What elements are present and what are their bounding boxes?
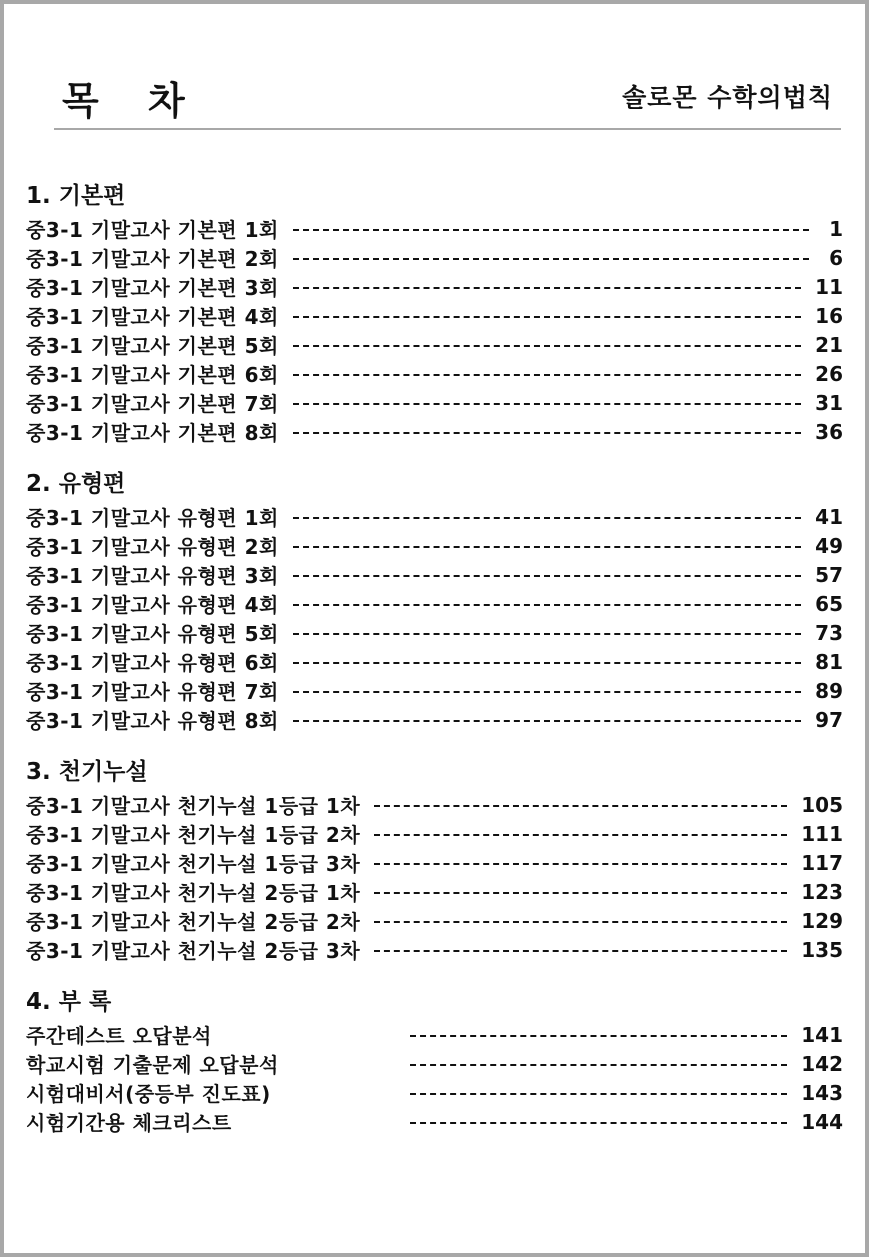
entry-page-number: 105 (801, 792, 843, 817)
entry-page-number: 6 (829, 245, 843, 270)
dot-leader (410, 1093, 787, 1095)
entry-label: 중3-1 기말고사 유형편 2회 (26, 535, 279, 559)
entry-label: 중3-1 기말고사 기본편 6회 (26, 363, 279, 387)
entry-page-number: 31 (815, 390, 843, 415)
toc-entry[interactable] (26, 1049, 843, 1078)
dot-leader (293, 517, 801, 519)
toc-entry[interactable] (26, 906, 843, 935)
entry-page-number: 65 (815, 591, 843, 616)
entry-label: 중3-1 기말고사 천기누설 2등급 1차 (26, 881, 361, 905)
entry-page-number: 144 (801, 1109, 843, 1134)
entry-label: 중3-1 기말고사 유형편 1회 (26, 506, 279, 530)
brand-name: 솔로몬 수학의법칙 (622, 83, 833, 112)
dot-leader (293, 432, 801, 434)
entry-label: 중3-1 기말고사 기본편 2회 (26, 247, 279, 271)
toc-entry[interactable] (26, 647, 843, 676)
dot-leader (410, 1122, 787, 1124)
toc-entry[interactable] (26, 1020, 843, 1049)
dot-leader (293, 316, 801, 318)
toc-entry[interactable] (26, 848, 843, 877)
dot-leader (410, 1064, 787, 1066)
entry-page-number: 11 (815, 274, 843, 299)
toc-entry[interactable] (26, 359, 843, 388)
entry-page-number: 143 (801, 1080, 843, 1105)
dot-leader (293, 633, 801, 635)
entry-page-number: 123 (801, 879, 843, 904)
entry-label: 중3-1 기말고사 천기누설 1등급 3차 (26, 852, 361, 876)
toc-section (26, 466, 843, 734)
dot-leader (374, 950, 787, 952)
dot-leader (293, 575, 801, 577)
dot-leader (374, 834, 787, 836)
entry-label: 학교시험 기출문제 오답분석 (26, 1053, 279, 1077)
toc-entry[interactable] (26, 272, 843, 301)
dot-leader (293, 374, 801, 376)
dot-leader (293, 691, 801, 693)
toc-entry[interactable] (26, 531, 843, 560)
entry-page-number: 117 (801, 850, 843, 875)
dot-leader (293, 662, 801, 664)
entry-page-number: 41 (815, 504, 843, 529)
toc-entry[interactable] (26, 214, 843, 243)
toc-entry[interactable] (26, 877, 843, 906)
dot-leader (293, 720, 801, 722)
entry-label: 중3-1 기말고사 기본편 7회 (26, 392, 279, 416)
dot-leader (293, 403, 801, 405)
entry-label: 중3-1 기말고사 천기누설 1등급 2차 (26, 823, 361, 847)
section-title: 1. 기본편 (26, 183, 126, 209)
entry-page-number: 21 (815, 332, 843, 357)
entry-page-number: 135 (801, 937, 843, 962)
entry-page-number: 111 (801, 821, 843, 846)
entry-label: 중3-1 기말고사 천기누설 2등급 3차 (26, 939, 361, 963)
toc-entry[interactable] (26, 790, 843, 819)
entry-page-number: 129 (801, 908, 843, 933)
dot-leader (374, 921, 787, 923)
toc-entry[interactable] (26, 301, 843, 330)
entry-label: 중3-1 기말고사 기본편 4회 (26, 305, 279, 329)
toc-entry[interactable] (26, 1078, 843, 1107)
dot-leader (374, 863, 787, 865)
dot-leader (374, 892, 787, 894)
toc-section (26, 178, 843, 446)
toc-entry[interactable] (26, 618, 843, 647)
dot-leader (293, 287, 801, 289)
entry-page-number: 97 (815, 707, 843, 732)
toc-entry[interactable] (26, 935, 843, 964)
entry-page-number: 89 (815, 678, 843, 703)
dot-leader (293, 258, 809, 260)
entry-label: 시험기간용 체크리스트 (26, 1111, 232, 1135)
entry-label: 중3-1 기말고사 천기누설 2등급 2차 (26, 910, 361, 934)
entry-page-number: 73 (815, 620, 843, 645)
entry-page-number: 36 (815, 419, 843, 444)
entry-label: 주간테스트 오답분석 (26, 1024, 212, 1048)
dot-leader (293, 546, 801, 548)
entry-label: 중3-1 기말고사 유형편 3회 (26, 564, 279, 588)
entry-page-number: 141 (801, 1022, 843, 1047)
entry-page-number: 16 (815, 303, 843, 328)
toc-section (26, 984, 843, 1136)
entry-label: 중3-1 기말고사 유형편 5회 (26, 622, 279, 646)
toc-entry[interactable] (26, 589, 843, 618)
toc-entry[interactable] (26, 243, 843, 272)
dot-leader (293, 229, 809, 231)
toc-entry[interactable] (26, 388, 843, 417)
entry-label: 중3-1 기말고사 유형편 4회 (26, 593, 279, 617)
section-title: 2. 유형편 (26, 471, 126, 497)
toc-section (26, 754, 843, 964)
dot-leader (410, 1035, 787, 1037)
toc-entry[interactable] (26, 676, 843, 705)
entry-page-number: 26 (815, 361, 843, 386)
toc-entry[interactable] (26, 705, 843, 734)
entry-page-number: 1 (829, 216, 843, 241)
entry-page-number: 57 (815, 562, 843, 587)
table-of-contents (26, 178, 843, 1156)
entry-page-number: 49 (815, 533, 843, 558)
dot-leader (374, 805, 787, 807)
page-title: 목 차 (62, 79, 203, 123)
dot-leader (293, 604, 801, 606)
entry-label: 중3-1 기말고사 유형편 8회 (26, 709, 279, 733)
entry-label: 중3-1 기말고사 기본편 3회 (26, 276, 279, 300)
entry-label: 중3-1 기말고사 기본편 5회 (26, 334, 279, 358)
toc-entry[interactable] (26, 560, 843, 589)
entry-label: 시험대비서(중등부 진도표) (26, 1082, 271, 1106)
toc-entry[interactable] (26, 819, 843, 848)
entry-label: 중3-1 기말고사 유형편 7회 (26, 680, 279, 704)
section-title: 3. 천기누설 (26, 759, 148, 785)
toc-entry[interactable] (26, 1107, 843, 1136)
entry-page-number: 81 (815, 649, 843, 674)
section-title: 4. 부 록 (26, 989, 112, 1015)
entry-label: 중3-1 기말고사 유형편 6회 (26, 651, 279, 675)
page-header (54, 64, 841, 130)
dot-leader (293, 345, 801, 347)
toc-entry[interactable] (26, 330, 843, 359)
entry-label: 중3-1 기말고사 기본편 8회 (26, 421, 279, 445)
entry-label: 중3-1 기말고사 천기누설 1등급 1차 (26, 794, 361, 818)
toc-entry[interactable] (26, 417, 843, 446)
toc-entry[interactable] (26, 502, 843, 531)
entry-label: 중3-1 기말고사 기본편 1회 (26, 218, 279, 242)
entry-page-number: 142 (801, 1051, 843, 1076)
